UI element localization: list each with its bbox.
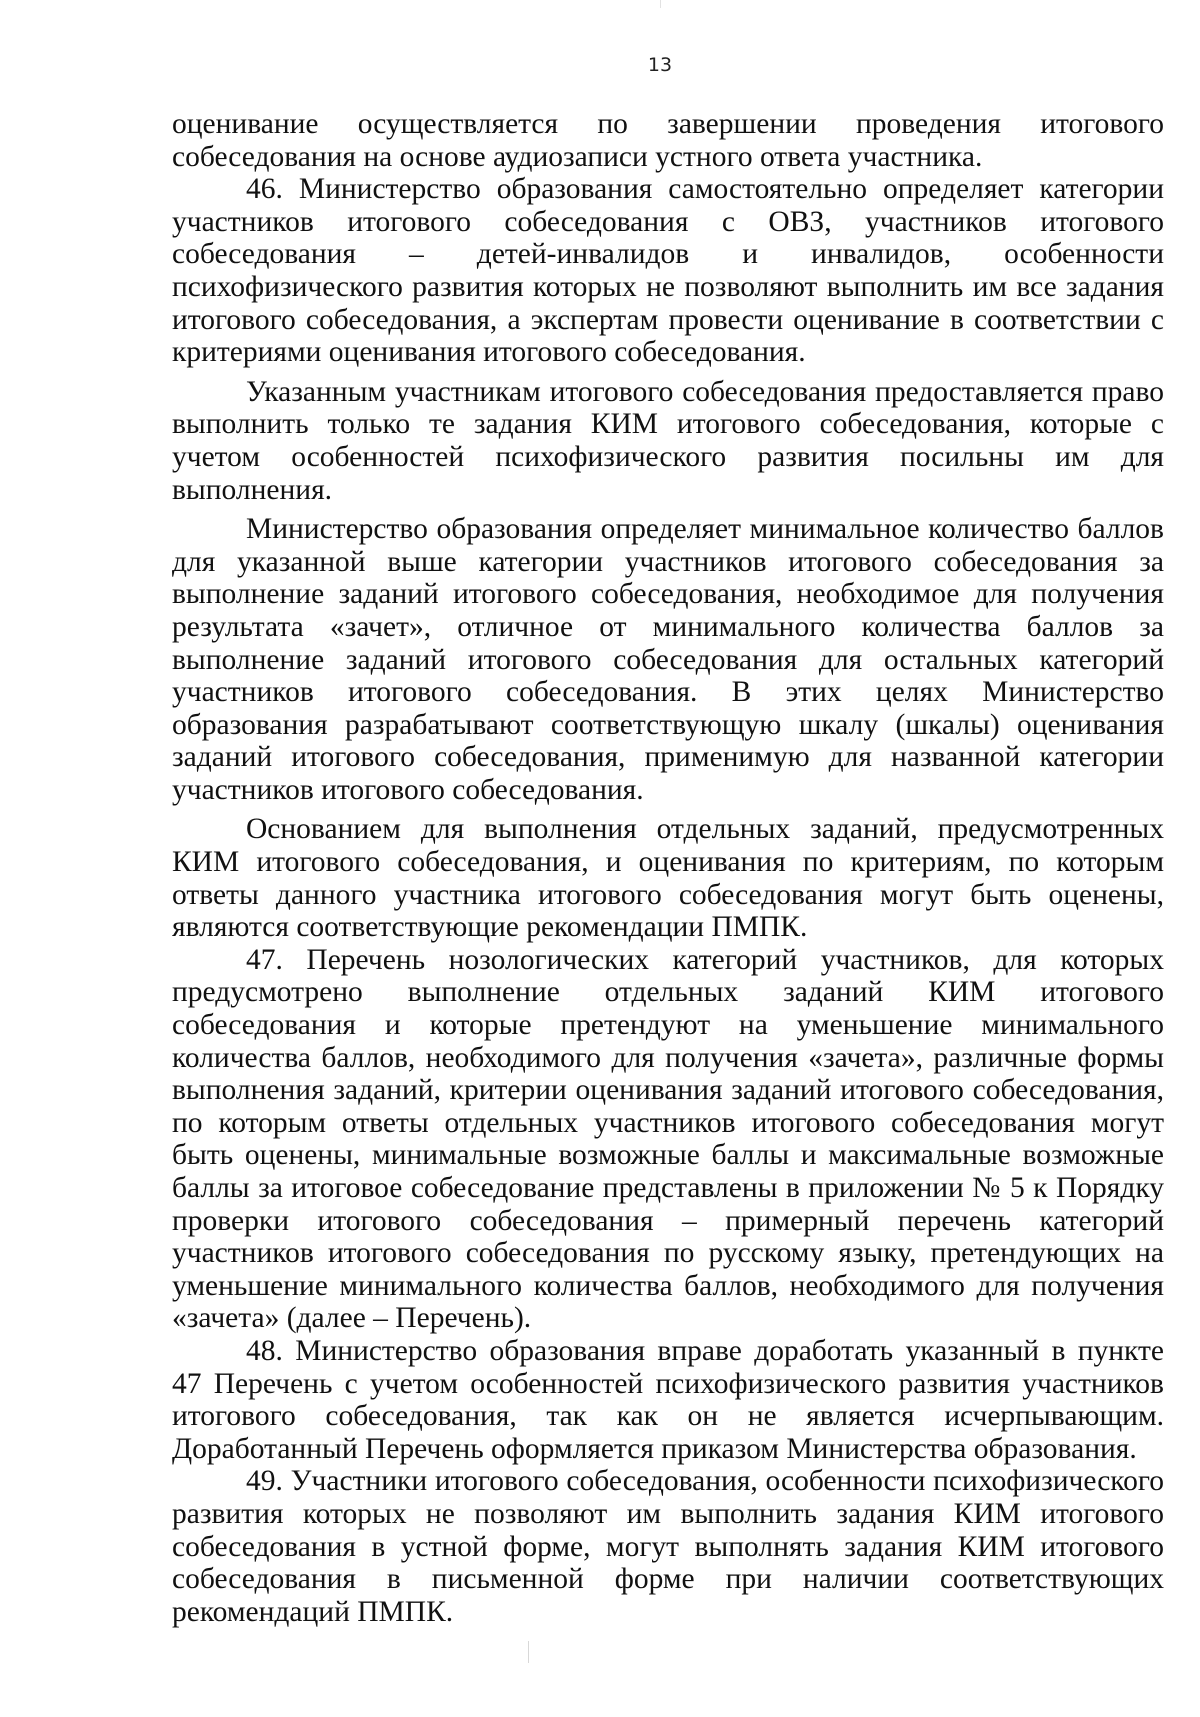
paragraph-48: 48. Министерство образования вправе доработать указанный в пункте 47 Перечень с учетом особенностей психофизического развития участников итогового собеседования, так как он не является исчерпывающим. Доработанный Перечень оформляется приказом Министерства образования. <box>172 1334 1164 1465</box>
paragraph-49: 49. Участники итогового собеседования, особенности психофизического развития которых не позволяют им выполнить задания КИМ итогового собеседования в устной форме, могут выполнять задания КИМ итогового собеседования в письменной форме при наличии соответствующих рекомендаций ПМПК. <box>172 1465 1164 1628</box>
page-number: 13 <box>647 54 673 76</box>
document-body <box>172 108 1164 1628</box>
paragraph-46: 46. Министерство образования самостоятельно определяет категории участников итогового собеседования с ОВЗ, участников итогового собеседования – детей-инвалидов и инвалидов, особенности психофизического развития которых не позволяют выполнить им все задания итогового собеседования, а экспертам провести оценивание в соответствии с критериями оценивания итогового собеседования. <box>172 173 1164 369</box>
paragraph-basis: Основанием для выполнения отдельных заданий, предусмотренных КИМ итогового собеседования, и оценивания по критериям, по которым ответы данного участника итогового собеседования могут быть оценены, являются соответствующие рекомендации ПМПК. <box>172 813 1164 944</box>
scan-artifact <box>660 0 661 8</box>
paragraph-47: 47. Перечень нозологических категорий участников, для которых предусмотрено выполнение отдельных заданий КИМ итогового собеседования и которые претендуют на уменьшение минимального количества баллов, необходимого для получения «зачета», различные формы выполнения заданий, критерии оценивания заданий итогового собеседования, по которым ответы отдельных участников итогового собеседования могут быть оценены, минимальные возможные баллы и максимальные возможные баллы за итоговое собеседование представлены в приложении № 5 к Порядку проверки итогового собеседования – примерный перечень категорий участников итогового собеседования по русскому языку, претендующих на уменьшение минимального количества баллов, необходимого для получения «зачета» (далее – Перечень). <box>172 943 1164 1335</box>
paragraph-continuation: оценивание осуществляется по завершении проведения итогового собеседования на основе аудиозаписи устного ответа участника. <box>172 108 1164 173</box>
scan-artifact <box>528 1641 529 1663</box>
paragraph-allowed-tasks: Указанным участникам итогового собеседования предоставляется право выполнить только те задания КИМ итогового собеседования, которые с учетом особенностей психофизического развития посильны им для выполнения. <box>172 375 1164 506</box>
paragraph-minimum-score: Министерство образования определяет минимальное количество баллов для указанной выше категории участников итогового собеседования за выполнение заданий итогового собеседования, необходимое для получения результата «зачет», отличное от минимального количества баллов за выполнение заданий итогового собеседования для остальных категорий участников итогового собеседования. В этих целях Министерство образования разрабатывают соответствующую шкалу (шкалы) оценивания заданий итогового собеседования, применимую для названной категории участников итогового собеседования. <box>172 513 1164 806</box>
